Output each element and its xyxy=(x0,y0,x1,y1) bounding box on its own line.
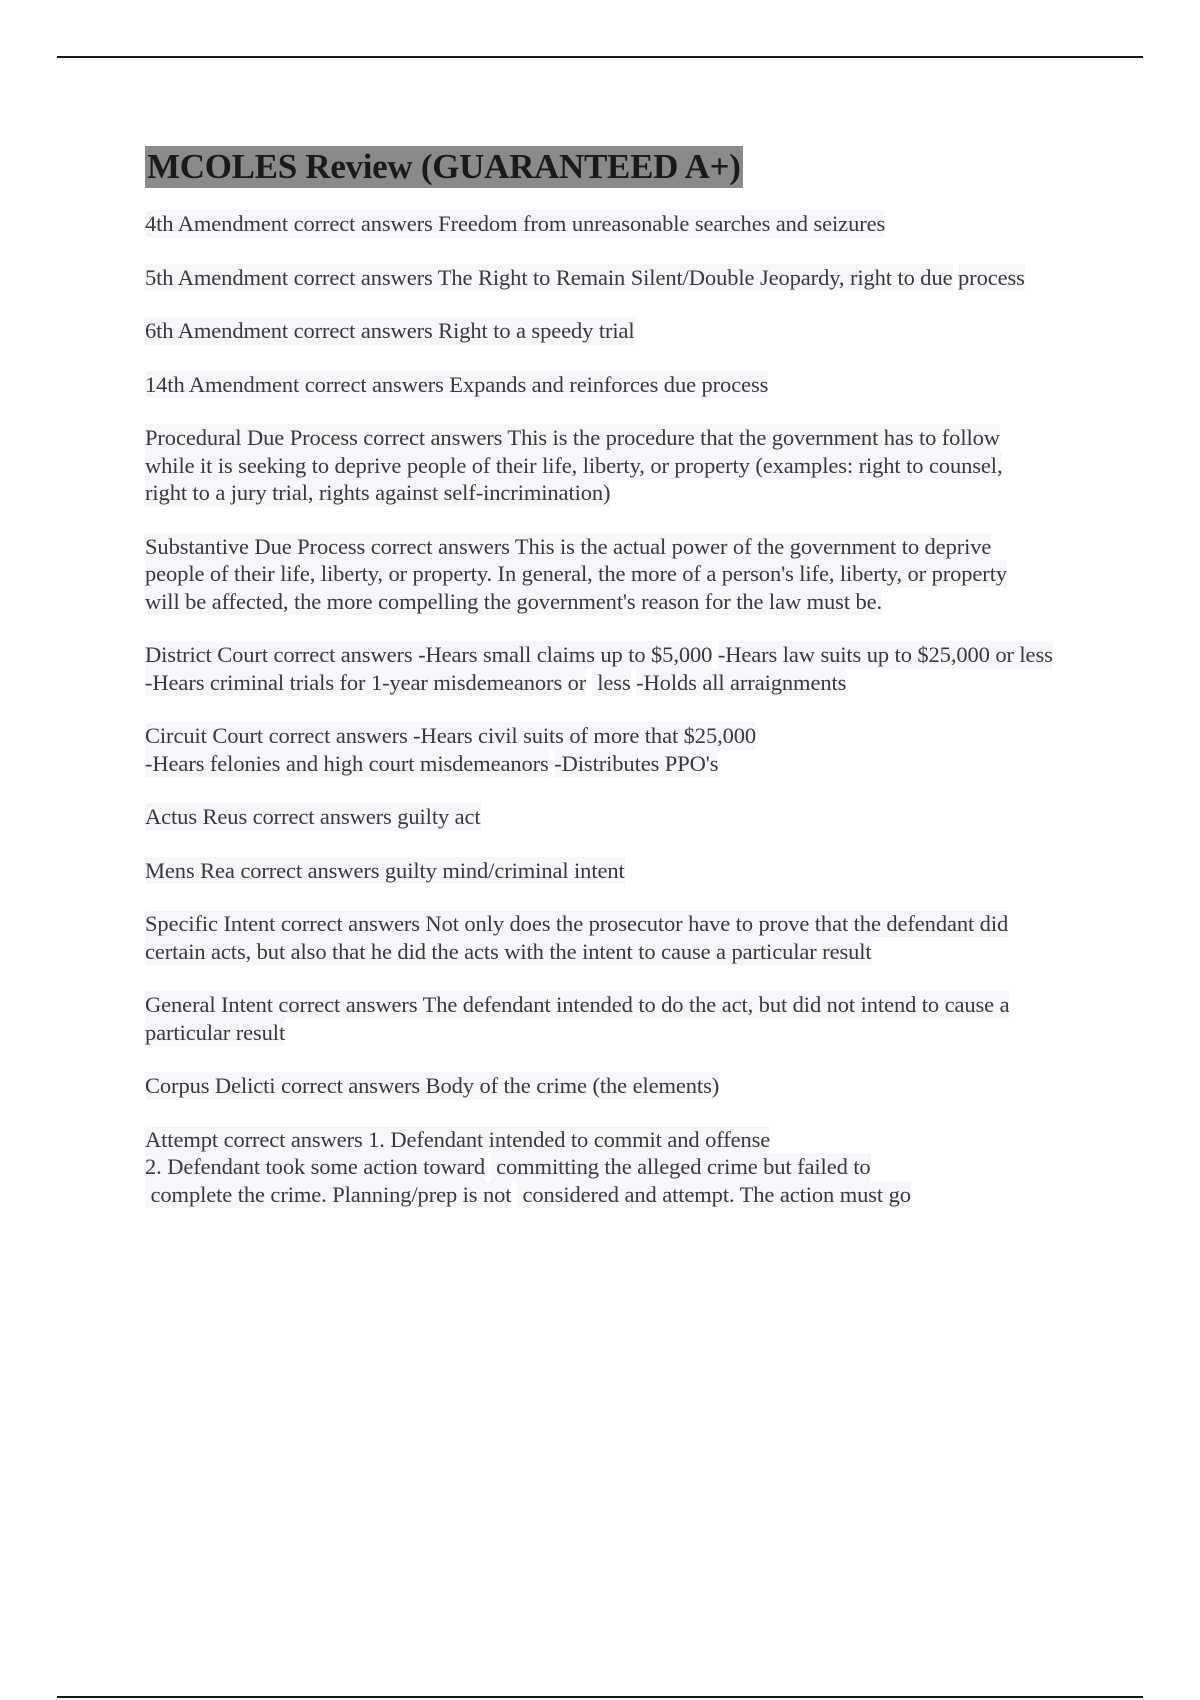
entry-mens-rea xyxy=(145,857,1095,885)
entry-line: while it is seeking to deprive people of their life, liberty, or property (examples: right to counsel, xyxy=(145,452,1003,478)
entry-line: 5th Amendment correct answers The Right to Remain Silent/Double Jeopardy, right to due xyxy=(145,264,953,290)
entry-attempt xyxy=(145,1126,1095,1209)
entry-line: -Hears law suits up to $25,000 or less xyxy=(717,642,1053,667)
entry-line: General Intent correct answers The defendant intended to do the act, but did not intend to cause a xyxy=(145,992,1010,1017)
bottom-rule xyxy=(57,1696,1143,1698)
entry-line: District Court correct answers -Hears small claims up to $5,000 xyxy=(145,642,713,667)
entry-general-intent xyxy=(145,991,1095,1046)
entry-line: -Holds all arraignments xyxy=(636,669,847,695)
entry-line: particular result xyxy=(145,1019,286,1045)
entry-line: -Hears felonies and high court misdemeanors xyxy=(145,750,549,776)
entry-line: right to a jury trial, rights against self-incrimination) xyxy=(145,480,611,505)
entry-specific-intent xyxy=(145,910,1095,965)
entry-line: 2. Defendant took some action toward xyxy=(145,1154,486,1179)
entry-line: Circuit Court correct answers -Hears civil suits of more that $25,000 xyxy=(145,723,757,748)
entry-6th-amendment xyxy=(145,317,1095,345)
entry-line: 6th Amendment correct answers Right to a speedy trial xyxy=(145,318,635,343)
entry-line: certain acts, but also that he did the acts with the intent to cause a particular result xyxy=(145,938,872,964)
entry-line: considered and attempt. The action must go xyxy=(516,1181,911,1207)
top-rule xyxy=(57,56,1143,58)
entry-line: Substantive Due Process correct answers This is the actual power of the government to deprive xyxy=(145,533,992,559)
entry-line: complete the crime. Planning/prep is not xyxy=(145,1181,512,1207)
entry-line: committing the alleged crime but failed to xyxy=(490,1154,871,1179)
entry-line: -Hears criminal trials for 1-year misdemeanors or xyxy=(145,669,587,695)
entry-line: people of their life, liberty, or property. In general, the more of a person's life, liberty, or property xyxy=(145,561,1007,586)
entry-line: process xyxy=(958,264,1025,290)
entry-substantive-due-process xyxy=(145,533,1095,616)
entry-line: Procedural Due Process correct answers This is the procedure that the government has to follow xyxy=(145,425,1000,450)
entry-line: less xyxy=(591,669,631,695)
entry-5th-amendment xyxy=(145,264,1095,292)
entry-line: 4th Amendment correct answers Freedom from unreasonable searches and seizures xyxy=(145,211,886,236)
entry-circuit-court xyxy=(145,722,1095,777)
entry-line: will be affected, the more compelling the government's reason for the law must be. xyxy=(145,588,883,614)
document-body xyxy=(145,146,1095,1234)
entry-procedural-due-process xyxy=(145,424,1095,507)
entry-corpus-delicti xyxy=(145,1072,1095,1100)
entry-line: Corpus Delicti correct answers Body of the crime (the elements) xyxy=(145,1073,720,1098)
entry-4th-amendment xyxy=(145,210,1095,238)
entry-line: -Distributes PPO's xyxy=(554,750,719,776)
entry-14th-amendment xyxy=(145,371,1095,399)
entry-line: Attempt correct answers 1. Defendant intended to commit and offense xyxy=(145,1126,771,1152)
entry-district-court xyxy=(145,641,1095,696)
entry-line: Mens Rea correct answers guilty mind/criminal intent xyxy=(145,857,625,883)
entry-line: 14th Amendment correct answers Expands and reinforces due process xyxy=(145,371,769,397)
entry-line: Actus Reus correct answers guilty act xyxy=(145,804,481,829)
document-title: MCOLES Review (GUARANTEED A+) xyxy=(147,147,741,186)
entry-actus-reus xyxy=(145,803,1095,831)
entry-line: Specific Intent correct answers Not only does the prosecutor have to prove that the defendant did xyxy=(145,911,1009,936)
